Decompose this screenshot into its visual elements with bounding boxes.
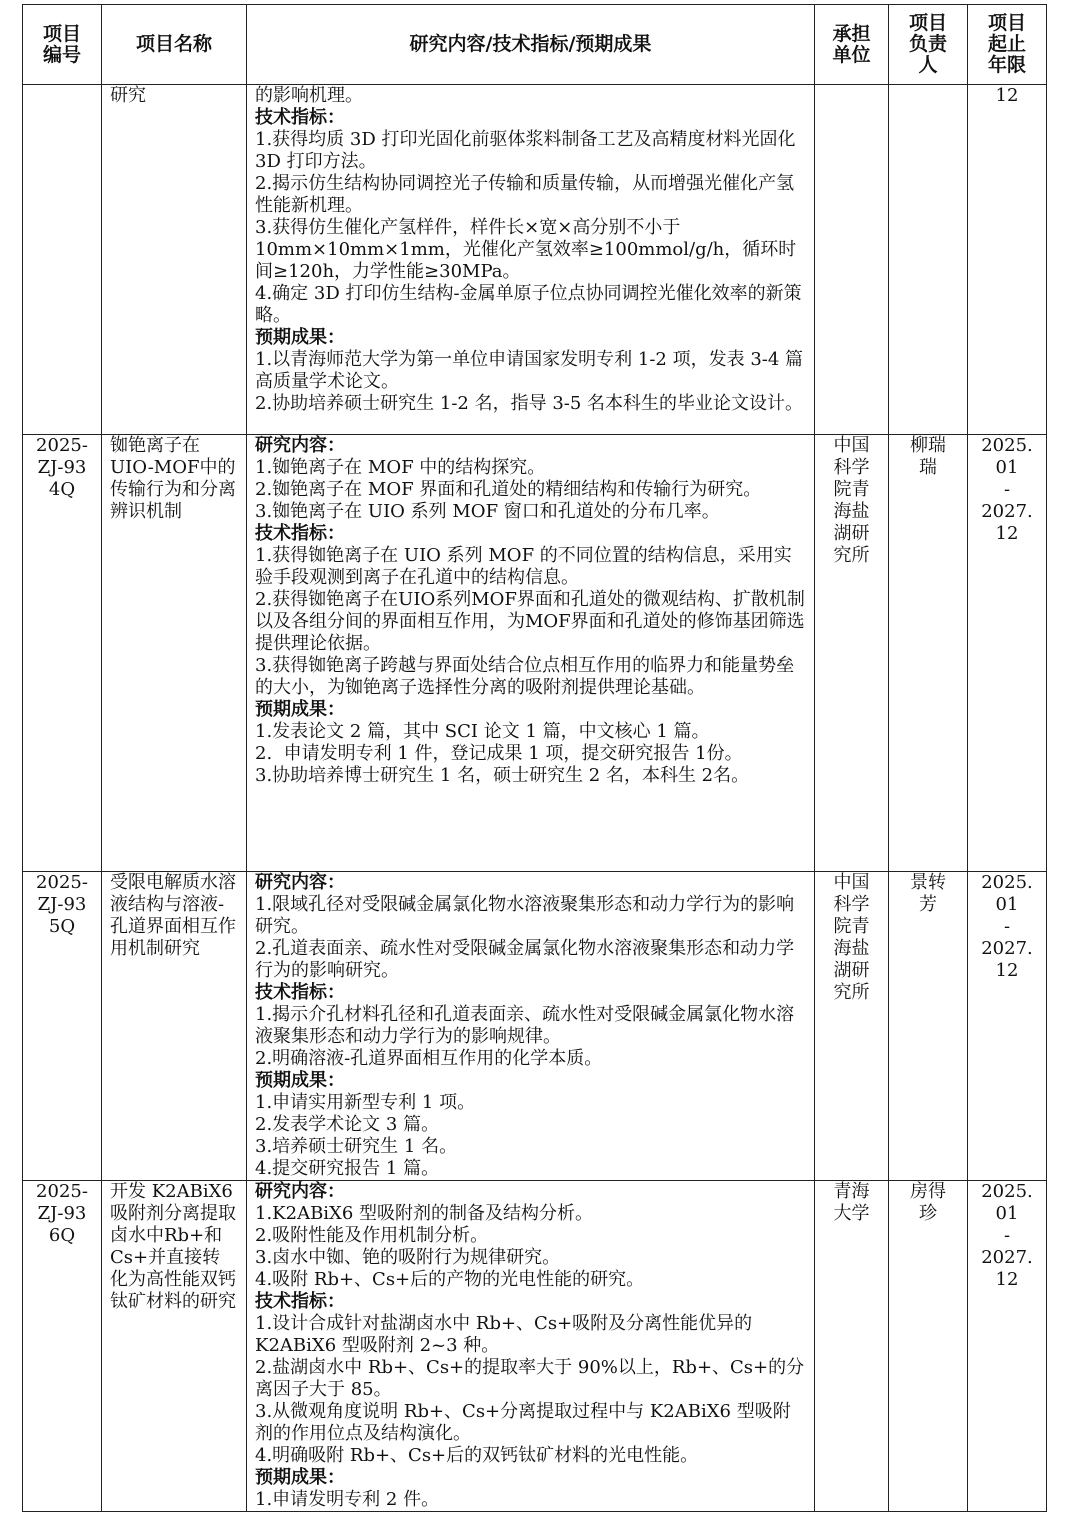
project-name-cell: 开发 K2ABiX6吸附剂分离提取卤水中Rb+和 Cs+并直接转化为高性能双钙钛矿材料的研究 (102, 1181, 247, 1512)
content-line: 3.培养硕士研究生 1 名。 (255, 1136, 458, 1157)
content-line: 1.获得均质 3D 打印光固化前驱体浆料制备工艺及高精度材料光固化 3D 打印方法。 (255, 129, 802, 172)
section-heading: 研究内容： (255, 1181, 345, 1202)
project-code-cell: 2025- ZJ-93 6Q (23, 1181, 102, 1512)
table-row (23, 85, 1047, 435)
project-table (22, 4, 1047, 1512)
project-content-cell (247, 1181, 815, 1512)
content-line: 1.K2ABiX6 型吸附剂的制备及结构分析。 (255, 1203, 594, 1224)
section-heading: 技术指标： (255, 982, 345, 1003)
undertaking-unit-cell: 中国 科学 院青 海盐 湖研 究所 (815, 435, 889, 872)
content-line: 1.申请发明专利 2 件。 (255, 1489, 440, 1510)
undertaking-unit-cell: 青海 大学 (815, 1181, 889, 1512)
content-line: 1.发表论文 2 篇，其中 SCI 论文 1 篇，中文核心 1 篇。 (255, 721, 710, 742)
header-content: 研究内容/技术指标/预期成果 (247, 5, 815, 85)
undertaking-unit-cell (815, 85, 889, 435)
section-heading: 研究内容： (255, 435, 345, 456)
section-heading: 研究内容： (255, 872, 345, 893)
project-content-cell (247, 872, 815, 1181)
project-content-cell (247, 435, 815, 872)
project-code-cell: 2025- ZJ-93 4Q (23, 435, 102, 872)
project-content-cell (247, 85, 815, 435)
content-line: 2.获得铷铯离子在UIO系列MOF界面和孔道处的微观结构、扩散机制以及各组分间的界面相互作用，为MOF界面和孔道处的修饰基团筛选提供理论依据。 (255, 589, 805, 654)
content-line: 1.设计合成针对盐湖卤水中 Rb+、Cs+吸附及分离性能优异的 K2ABiX6 型吸附剂 2~3 种。 (255, 1313, 758, 1356)
header-lead: 项目 负责 人 (889, 5, 968, 85)
content-line: 4.吸附 Rb+、Cs+后的产物的光电性能的研究。 (255, 1269, 645, 1290)
content-line: 1.申请实用新型专利 1 项。 (255, 1092, 476, 1113)
content-line: 3.获得铷铯离子跨越与界面处结合位点相互作用的临界力和能量势垒的大小，为铷铯离子选择性分离的吸附剂提供理论基础。 (255, 655, 795, 698)
project-leader-cell: 柳瑞 瑞 (889, 435, 968, 872)
content-line: 2.铷铯离子在 MOF 界面和孔道处的精细结构和传输行为研究。 (255, 479, 762, 500)
content-line: 2.盐湖卤水中 Rb+、Cs+的提取率大于 90%以上，Rb+、Cs+的分离因子大于 85。 (255, 1357, 805, 1400)
content-line: 3.从微观角度说明 Rb+、Cs+分离提取过程中与 K2ABiX6 型吸附剂的作用位点及结构演化。 (255, 1401, 791, 1444)
content-line: 2.吸附性能及作用机制分析。 (255, 1225, 489, 1246)
content-line: 1.获得铷铯离子在 UIO 系列 MOF 的不同位置的结构信息，采用实验手段观测到离子在孔道中的结构信息。 (255, 545, 792, 588)
section-heading: 预期成果： (255, 1467, 345, 1488)
content-line: 3.铷铯离子在 UIO 系列 MOF 窗口和孔道处的分布几率。 (255, 501, 720, 522)
project-period-cell: 2025. 01 - 2027. 12 (968, 872, 1047, 1181)
project-name-cell: 铷铯离子在UIO-MOF中的传输行为和分离辨识机制 (102, 435, 247, 872)
section-heading: 技术指标： (255, 1291, 345, 1312)
content-line: 4.明确吸附 Rb+、Cs+后的双钙钛矿材料的光电性能。 (255, 1445, 699, 1466)
header-name: 项目名称 (102, 5, 247, 85)
project-leader-cell (889, 85, 968, 435)
table-row (23, 435, 1047, 872)
content-line: 1.以青海师范大学为第一单位申请国家发明专利 1-2 项，发表 3-4 篇高质量学术论文。 (255, 349, 804, 392)
content-line: 3.协助培养博士研究生 1 名，硕士研究生 2 名，本科生 2名。 (255, 765, 750, 786)
content-line: 4.提交研究报告 1 篇。 (255, 1158, 440, 1179)
project-name-cell: 研究 (102, 85, 247, 435)
project-name-cell: 受限电解质水溶液结构与溶液-孔道界面相互作用机制研究 (102, 872, 247, 1181)
section-heading: 预期成果： (255, 1070, 345, 1091)
table-row (23, 1181, 1047, 1512)
section-heading: 预期成果： (255, 699, 345, 720)
content-line: 2.孔道表面亲、疏水性对受限碱金属氯化物水溶液聚集形态和动力学行为的影响研究。 (255, 938, 795, 981)
content-line: 3.卤水中铷、铯的吸附行为规律研究。 (255, 1247, 561, 1268)
section-heading: 预期成果： (255, 327, 345, 348)
project-period-cell: 2025. 01 - 2027. 12 (968, 1181, 1047, 1512)
content-line: 3.获得仿生催化产氢样件，样件长×宽×高分别不小于10mm×10mm×1mm，光催化产氢效率≥100mmol/g/h，循环时间≥120h，力学性能≥30MPa。 (255, 217, 797, 282)
content-line: 2.揭示仿生结构协同调控光子传输和质量传输，从而增强光催化产氢性能新机理。 (255, 173, 795, 216)
undertaking-unit-cell: 中国 科学 院青 海盐 湖研 究所 (815, 872, 889, 1181)
section-heading: 技术指标： (255, 523, 345, 544)
project-code-cell: 2025- ZJ-93 5Q (23, 872, 102, 1181)
content-line: 4.确定 3D 打印仿生结构-金属单原子位点协同调控光催化效率的新策略。 (255, 283, 802, 326)
content-line: 1.揭示介孔材料孔径和孔道表面亲、疏水性对受限碱金属氯化物水溶液聚集形态和动力学行为的影响规律。 (255, 1004, 795, 1047)
content-line: 1.铷铯离子在 MOF 中的结构探究。 (255, 457, 546, 478)
section-heading: 技术指标： (255, 107, 345, 128)
header-row (23, 5, 1047, 85)
header-unit: 承担 单位 (815, 5, 889, 85)
project-period-cell: 12 (968, 85, 1047, 435)
content-line: 1.限域孔径对受限碱金属氯化物水溶液聚集形态和动力学行为的影响研究。 (255, 894, 795, 937)
project-leader-cell: 景转 芳 (889, 872, 968, 1181)
header-code: 项目 编号 (23, 5, 102, 85)
project-leader-cell: 房得 珍 (889, 1181, 968, 1512)
content-line: 的影响机理。 (255, 85, 363, 106)
content-line: 2.发表学术论文 3 篇。 (255, 1114, 440, 1135)
project-code-cell (23, 85, 102, 435)
table-row (23, 872, 1047, 1181)
content-line: 2. 申请发明专利 1 件，登记成果 1 项，提交研究报告 1份。 (255, 743, 743, 764)
content-line: 2.明确溶液-孔道界面相互作用的化学本质。 (255, 1048, 603, 1069)
content-line: 2.协助培养硕士研究生 1-2 名，指导 3-5 名本科生的毕业论文设计。 (255, 393, 804, 414)
header-period: 项目 起止 年限 (968, 5, 1047, 85)
project-period-cell: 2025. 01 - 2027. 12 (968, 435, 1047, 872)
